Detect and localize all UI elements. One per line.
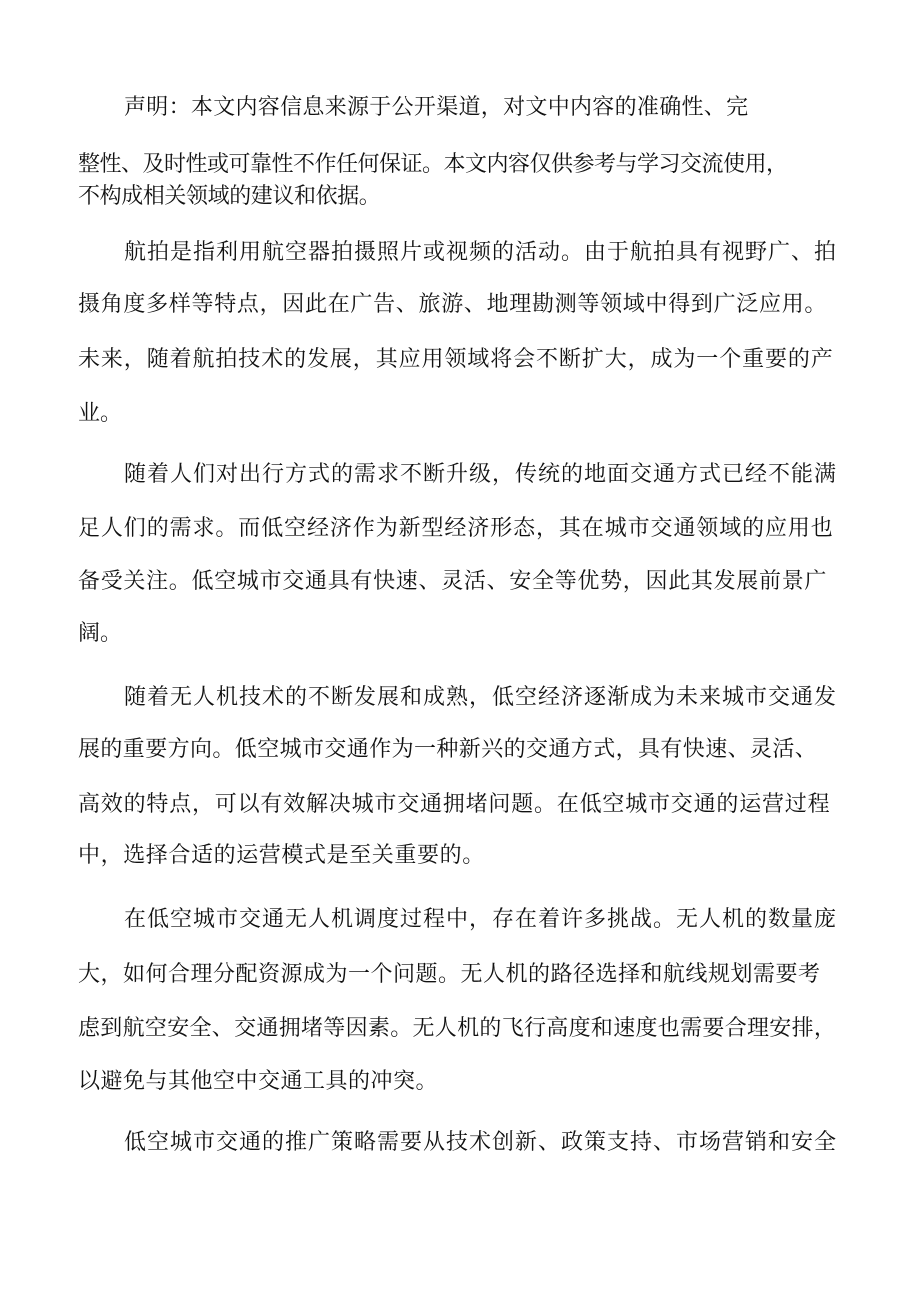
paragraph-line: 足人们的需求。而低空经济作为新型经济形态，其在城市交通领域的应用也	[78, 516, 834, 541]
paragraph-line: 低空城市交通的推广策略需要从技术创新、政策支持、市场营销和安全	[124, 1130, 838, 1155]
paragraph-line: 随着无人机技术的不断发展和成熟，低空经济逐渐成为未来城市交通发	[124, 685, 838, 710]
paragraph-line: 阔。	[78, 621, 123, 646]
paragraph-line: 中，选择合适的运营模式是至关重要的。	[78, 843, 485, 868]
paragraph-line: 在低空城市交通无人机调度过程中，存在着许多挑战。无人机的数量庞	[124, 907, 838, 932]
disclaimer-line: 整性、及时性或可靠性不作任何保证。本文内容仅供参考与学习交流使用，	[78, 152, 788, 177]
paragraph-line: 高效的特点，可以有效解决城市交通拥堵问题。在低空城市交通的运营过程	[78, 792, 831, 817]
paragraph-line: 备受关注。低空城市交通具有快速、灵活、安全等优势，因此其发展前景广	[78, 569, 828, 594]
paragraph-line: 航拍是指利用航空器拍摄照片或视频的活动。由于航拍具有视野广、拍	[124, 240, 838, 265]
paragraph-line: 业。	[78, 401, 123, 426]
disclaimer-line: 不构成相关领域的建议和依据。	[78, 184, 381, 209]
paragraph-line: 摄角度多样等特点，因此在广告、旅游、地理勘测等领域中得到广泛应用。	[78, 292, 828, 317]
paragraph-line: 大，如何合理分配资源成为一个问题。无人机的路径选择和航线规划需要考	[78, 962, 821, 987]
disclaimer-line: 声明：本文内容信息来源于公开渠道，对文中内容的准确性、完	[124, 95, 749, 120]
paragraph-line: 随着人们对出行方式的需求不断升级，传统的地面交通方式已经不能满	[124, 462, 838, 487]
paragraph-line: 未来，随着航拍技术的发展，其应用领域将会不断扩大，成为一个重要的产	[78, 347, 834, 372]
paragraph-line: 以避免与其他空中交通工具的冲突。	[78, 1069, 439, 1094]
paragraph-line: 展的重要方向。低空城市交通作为一种新兴的交通方式，具有快速、灵活、	[78, 737, 818, 762]
paragraph-line: 虑到航空安全、交通拥堵等因素。无人机的飞行高度和速度也需要合理安排，	[78, 1016, 837, 1041]
